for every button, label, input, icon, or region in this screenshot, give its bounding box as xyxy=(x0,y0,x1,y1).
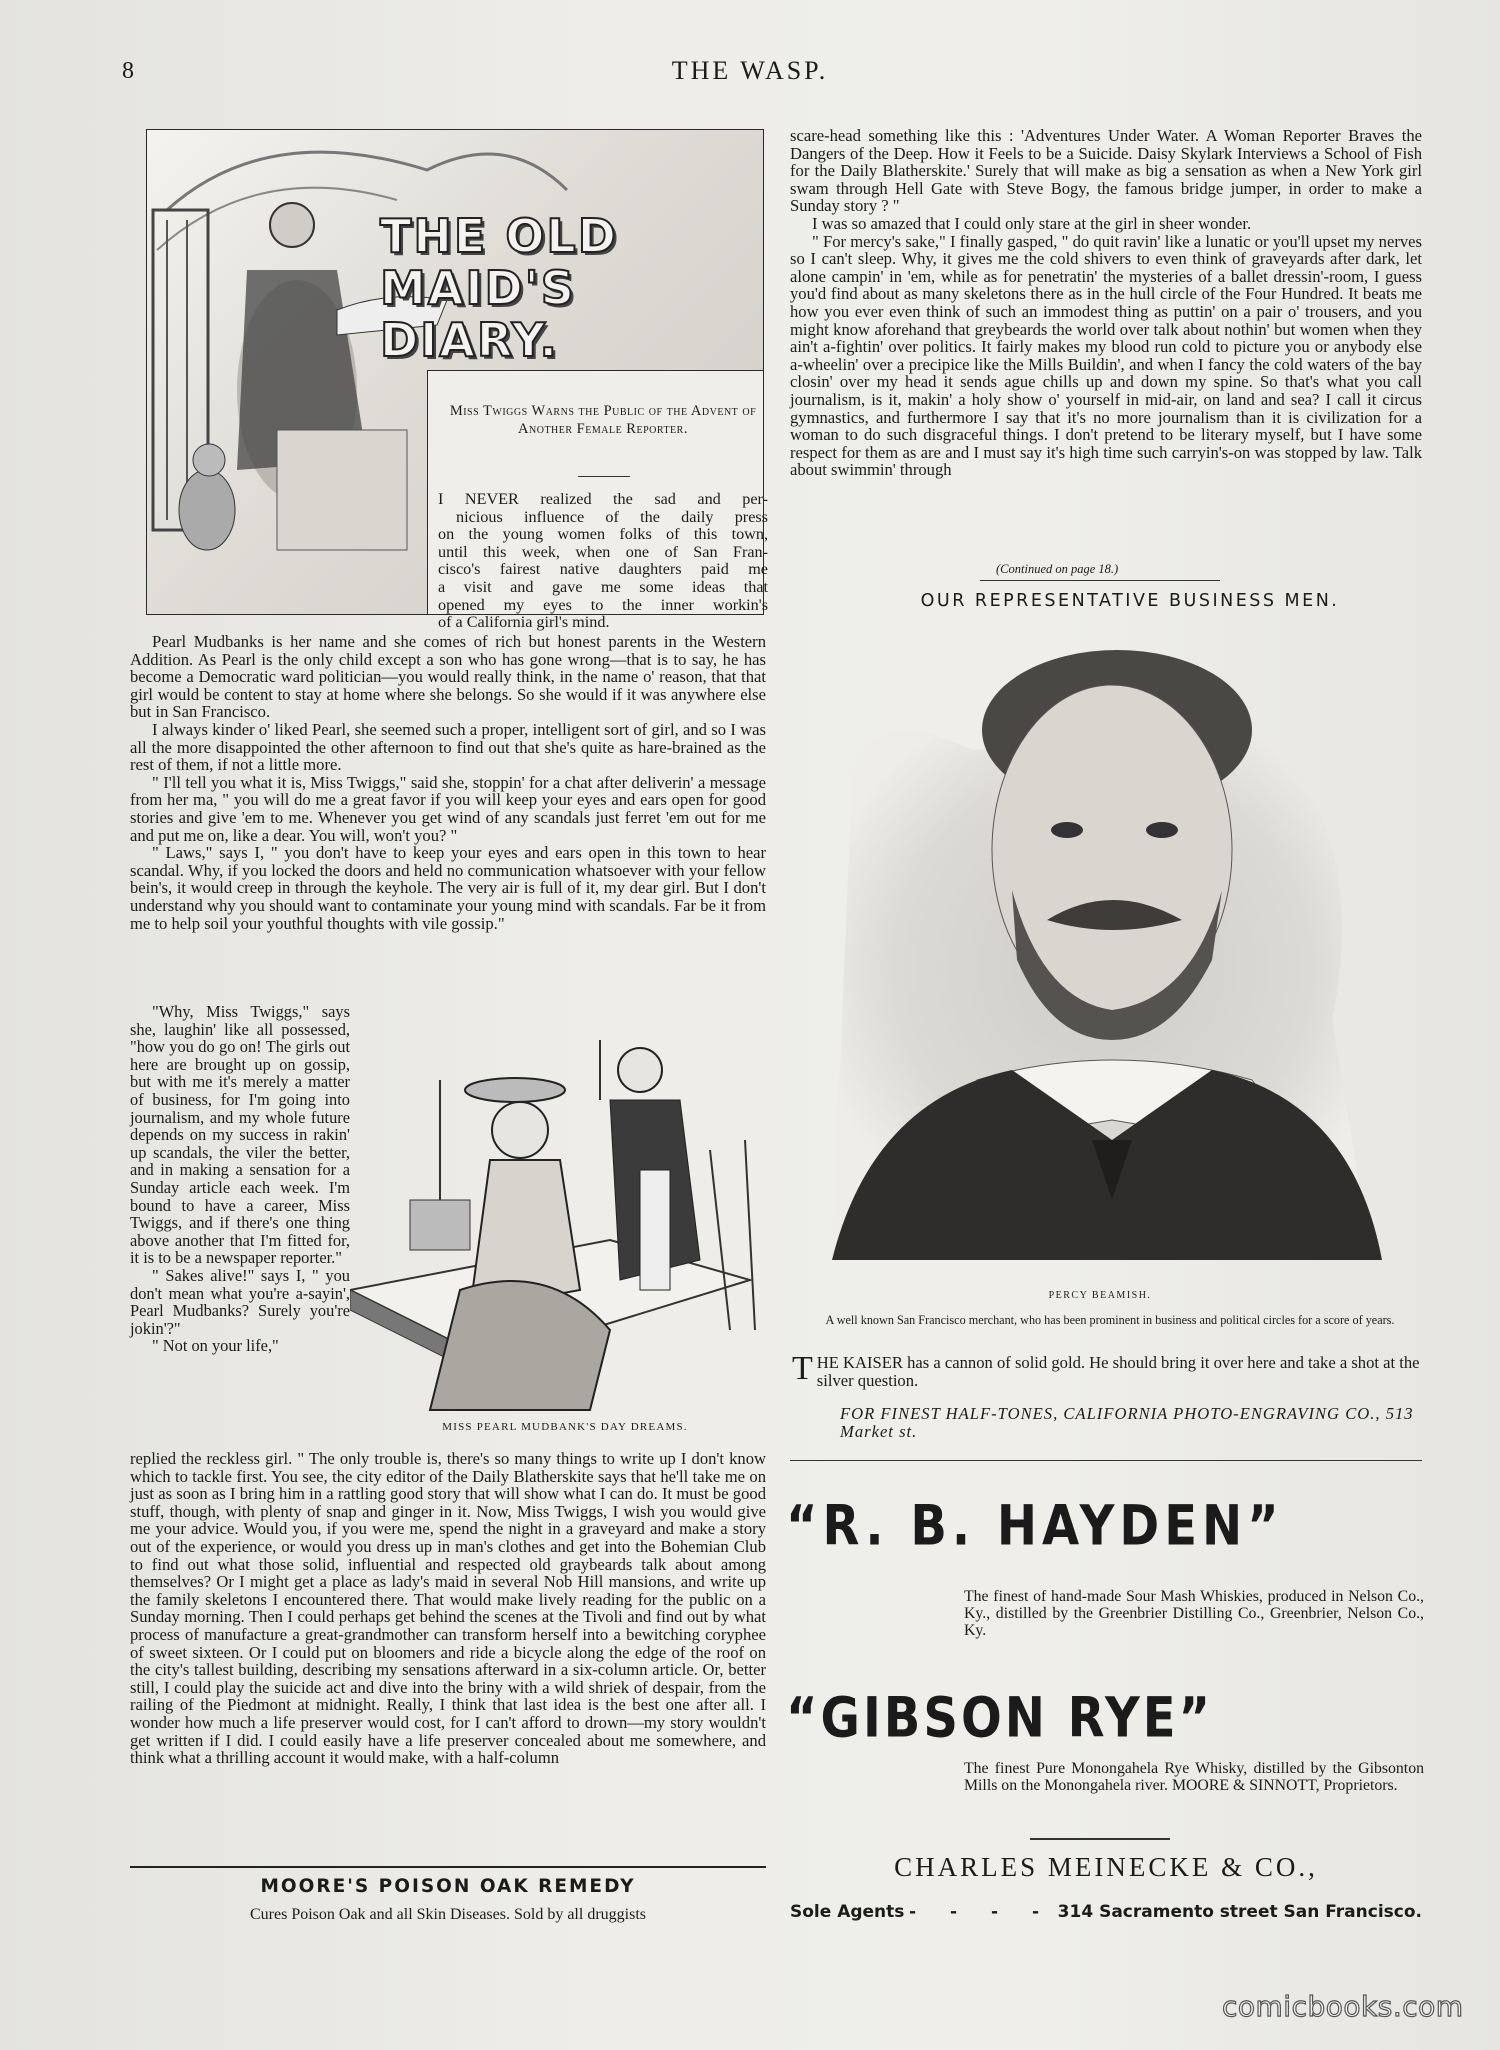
paragraph: " Sakes alive!" says I, " you don't mean what you're a-sayin', Pearl Mudbanks? Surely you're jokin'?" xyxy=(130,1265,350,1338)
hayden-ad-title: “R. B. HAYDEN” xyxy=(786,1494,1284,1559)
page-number: 8 xyxy=(122,58,134,84)
kaiser-item xyxy=(792,1350,1424,1390)
drop-cap: T xyxy=(792,1350,813,1387)
paragraph: " Laws," says I, " you don't have to keep your eyes and ears open in this town to hear scandal. Why, if you locked the doors and held no communication whatsoever with your fellow bein's, it would creep in through the keyhole. The very air is full of it, my dear girl. But I don't understand why you should want to contaminate your young mind with scandals. Far be it from me to help soil your youthful thoughts with vile gossip." xyxy=(130,843,766,933)
moore-ad-subtitle: Cures Poison Oak and all Skin Diseases. Sold by all druggists xyxy=(250,1906,646,1923)
ads-rule xyxy=(790,1460,1422,1461)
paragraph: " I'll tell you what it is, Miss Twiggs," said she, stoppin' for a chat after deliverin' a message from her ma, " you will do me a great favor if you will keep your eyes and ears open for good stories and give 'em to me. Whenever you get wind of any scandals just ferret 'em out for me and put me on, like a dear. You will, won't you? " xyxy=(130,772,766,845)
gibson-ad-title: “GIBSON RYE” xyxy=(786,1686,1214,1751)
illustration-title: THE OLD MAID'S DIARY. xyxy=(380,209,618,367)
pearl-daydream-illustration xyxy=(350,1030,770,1416)
continued-note: (Continued on page 18.) xyxy=(996,562,1119,576)
subhead-rule xyxy=(578,476,630,477)
illustration-caption: MISS PEARL MUDBANK'S DAY DREAMS. xyxy=(442,1421,688,1433)
paragraph: scare-head something like this : 'Adventures Under Water. A Woman Reporter Braves the Dangers of the Deep. How it Feels to be a Suicide. Daisy Skylark Interviews a School of Fish for the Daily Blatherskite.' Surely that will make as big a sensation as when a New York girl swam through Hell Gate with Steve Bogy, the famous bridge jumper, in order to make a Sunday story ? " xyxy=(790,126,1422,216)
article-narrow-column xyxy=(130,1003,350,1355)
article-right-column xyxy=(790,127,1422,479)
sole-agents-dashes: - - - - xyxy=(909,1902,1054,1922)
hayden-ad-description: The finest of hand-made Sour Mash Whiskies, produced in Nelson Co., Ky., distilled by the Greenbrier Distilling Co., Greenbrier, Nelson Co., Ky. xyxy=(964,1588,1424,1639)
paragraph: "Why, Miss Twiggs," says she, laughin' like all possessed, "how you do go on! The girls out here are brought up on gossip, but with me it's merely a matter of business, for I'm going into journalism, and my whole future depends on my success in rakin' up scandals, the viler the better, and in making a sensation for a Sunday article each week. I'm bound to have a career, Miss Twiggs, and if there's one thing above another that I'm fitted for, it is to be a newspaper reporter." xyxy=(130,1002,350,1268)
portrait-name: PERCY BEAMISH. xyxy=(1048,1290,1152,1301)
moore-ad-title: MOORE'S POISON OAK REMEDY xyxy=(260,1876,636,1897)
paragraph: I was so amazed that I could only stare at the girl in sheer wonder. xyxy=(812,213,1252,233)
moore-ad-rule xyxy=(130,1866,766,1868)
paragraph: " For mercy's sake," I finally gasped, " do quit ravin' like a lunatic or you'll upset my nerves so I can't sleep. Why, it gives me the cold shivers to even think of graveyards after dark, let alone campin' in 'em, while as for penetratin' the mysteries of a ballet dressin'-room, I guess you'd find about as many skeletons there as in the hull circle of the Four Hundred. It beats me how you ever even think of such an immodest thing as puttin' on a pair o' trousers, and you might know aforehand that greybeards the world over talk about nothin' but women when they ain't a-fightin' over politics. It fairly makes my blood run cold to picture you or anybody else a-wheelin' over a precipice like the Mills Buildin', and when I fancy the cold waters of the bay closin' over my head it sends ague chills up and down my spine. So that's what you call journalism, is it, makin' a holy show o' yourself in mid-air, on land and sea? I call it circus gymnastics, and furthermore I say that it's no more journalism than it is civilization for a woman to do such disgraceful things. I don't pretend to be literary myself, but I have some respect for them as are and I must say it's high time such carryin's-on was stopped by law. Talk about swimmin' through xyxy=(790,231,1422,480)
paragraph: Pearl Mudbanks is her name and she comes of rich but honest parents in the Western Addition. As Pearl is the only child except a son who has gone wrong—that is to say, he has become a Democratic ward politician—you would really think, in the name o' reason, that that girl would be content to stay at home where she belongs. So she would if it was anywhere else but in San Francisco. xyxy=(130,632,766,722)
meinecke-address: 314 Sacramento street San Francisco. xyxy=(1057,1902,1422,1922)
article-closing xyxy=(130,1450,766,1767)
continued-rule xyxy=(980,580,1220,581)
kaiser-text: HE KAISER has a cannon of solid gold. He should bring it over here and take a shot at the silver question. xyxy=(816,1353,1420,1390)
masthead-title: THE WASP. xyxy=(671,56,829,85)
paragraph: " Not on your life," xyxy=(152,1336,279,1356)
portrait-description: A well known San Francisco merchant, who has been prominent in business and political circles for a score of years. xyxy=(825,1313,1395,1327)
gibson-ad-description: The finest Pure Monongahela Rye Whisky, distilled by the Gibsonton Mills on the Monongahela river. MOORE & SINNOTT, Proprietors. xyxy=(964,1760,1424,1794)
site-watermark: comicbooks.com xyxy=(1222,1990,1464,2023)
meinecke-name: CHARLES MEINECKE & CO., xyxy=(894,1852,1318,1882)
article-intro: I NEVER realized the sad and per- nicious influence of the daily press on the young women folks of this town, until this week, when one of San Fran- cisco's fairest native daughters paid me a visit and gave me some ideas that opened my eyes to the inner workin's of a California girl's mind. xyxy=(438,490,768,632)
paragraph: I always kinder o' liked Pearl, she seemed such a proper, intelligent sort of girl, and so I was all the more disappointed the other afternoon to find out that she's quite as hare-brained as the rest of them, if not a little more. xyxy=(130,719,766,775)
article-subhead: Miss Twiggs Warns the Public of the Advent of Another Female Reporter. xyxy=(449,403,757,437)
meinecke-rule xyxy=(1030,1838,1170,1840)
business-section-title: OUR REPRESENTATIVE BUSINESS MEN. xyxy=(920,591,1340,611)
halftone-credit: FOR FINEST HALF-TONES, CALIFORNIA PHOTO-ENGRAVING CO., 513 Market st. xyxy=(840,1404,1414,1441)
sole-agents-label: Sole Agents xyxy=(790,1902,905,1922)
paragraph: replied the reckless girl. " The only trouble is, there's so many things to write up I don't know which to tackle first. You see, the city editor of the Daily Blatherskite says that he'll take me on just as soon as I bring him in a rattling good story that will show what I can do. It must be good stuff, though, with plenty of snap and ginger in it. Now, Miss Twiggs, I wish you would give me your advice. Would you, if you were me, spend the night in a graveyard and make a story out of the experience, or would you dress up in man's clothes and get into the Bohemian Club to find out what those solid, influential and respected old graybeards talk about among themselves? Or I might get a place as lady's maid in several Nob Hill mansions, and write up the family skeletons I encountered there. That would make lively reading for the public on a Sunday morning. Then I could perhaps get behind the scenes at the Tivoli and find out by what process of manufacture a great-grandmother can transform herself into a bewitching coryphee of sweet sixteen. Or I could put on bloomers and ride a bicycle along the edge of the roof on the city's tallest building, describing my sensations afterward in a six-column article. Or, better still, I could play the suicide act and dive into the briny with a wild shriek of despair, from the railing of the Piedmont at midnight. Really, I think that last idea is the best one after all. I wonder how much a life preserver would cost, for I can't afford to drown—my story wouldn't get written if I did. I could easily have a life preserver concealed about me somewhere, and think what a thrilling account it would make, with a half-column xyxy=(130,1449,766,1768)
article-body xyxy=(130,633,766,932)
percy-beamish-portrait xyxy=(812,620,1392,1288)
meinecke-sole-agents xyxy=(790,1902,1422,1922)
